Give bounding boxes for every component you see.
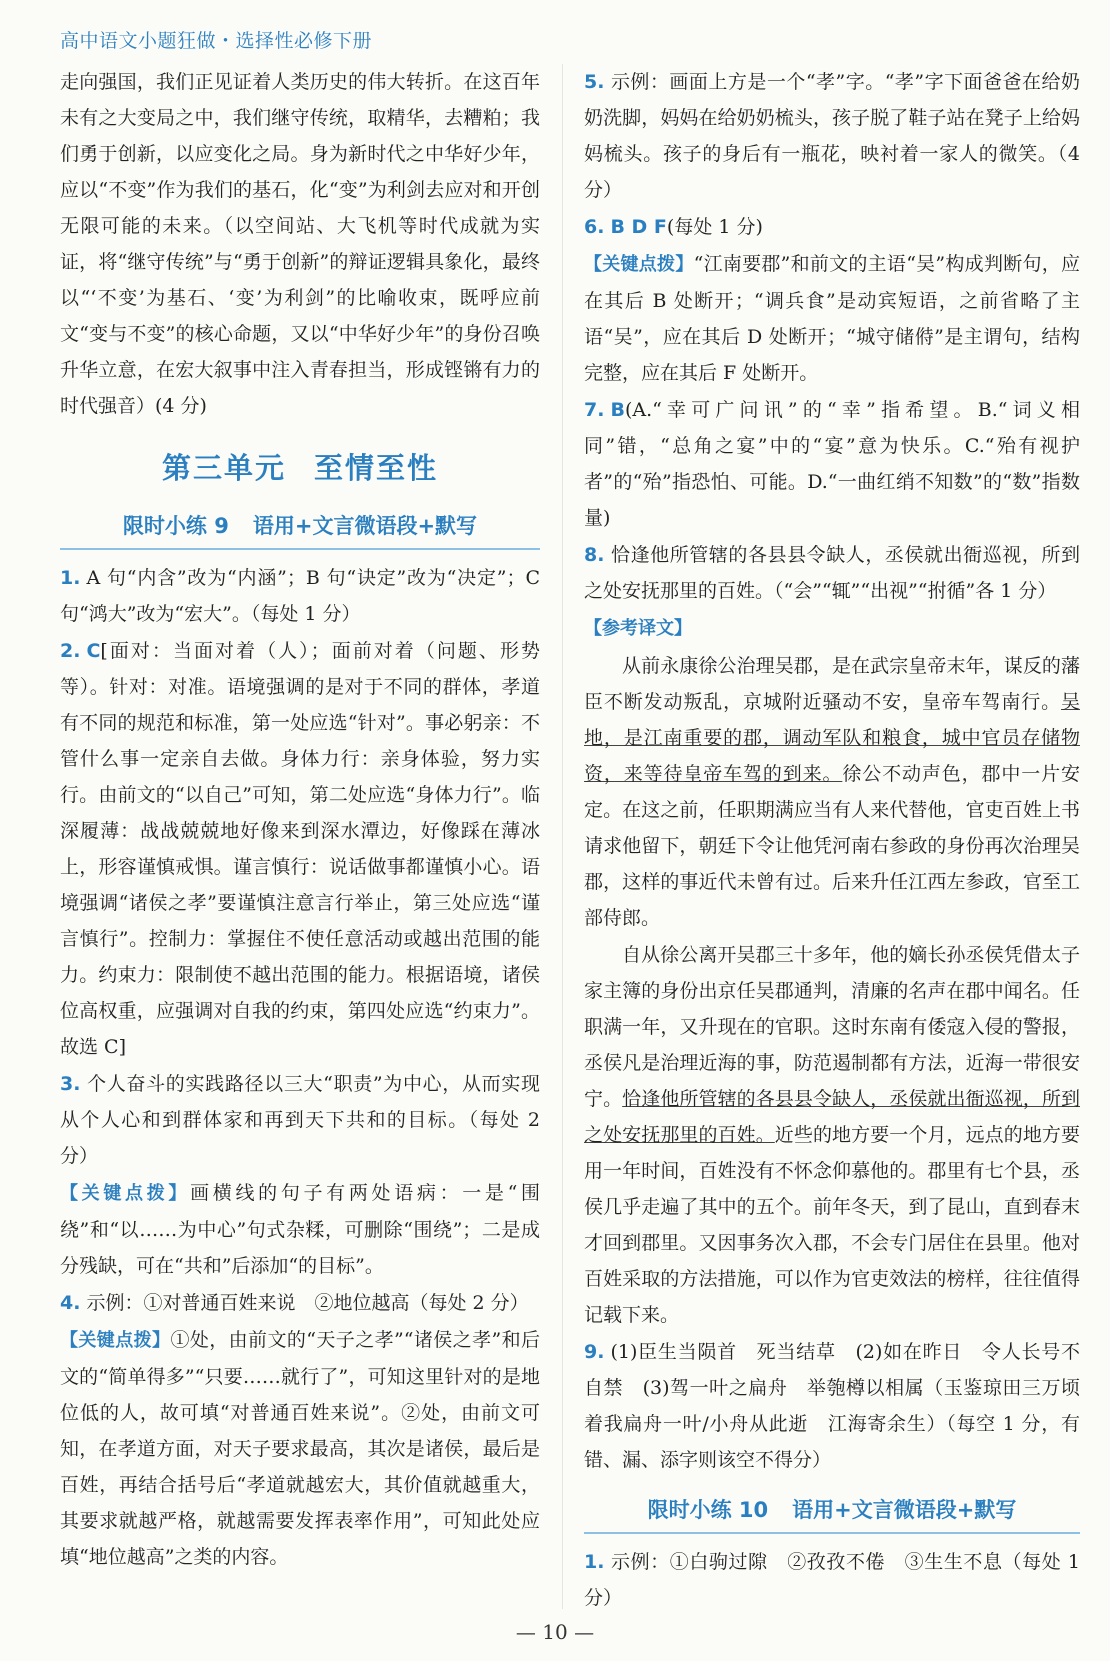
unit-title — [60, 450, 540, 486]
column-divider — [562, 64, 563, 1609]
section-title-10 — [584, 1492, 1080, 1534]
answer-5-text: 示例：画面上方是一个“孝”字。“孝”字下面爸爸在给奶奶洗脚，妈妈在给奶奶梳头，孩子脱了鞋子站在凳子上给妈妈梳头。孩子的身后有一瓶花，映衬着一家人的微笑。（4 分） — [584, 71, 1080, 201]
answer-9-text: (1)臣生当陨首 死当结草 (2)如在昨日 令人长号不自禁 (3)驾一叶之扁舟 举匏樽以相属（玉鉴琼田三万顷 着我扁舟一叶/小舟从此逝 江海寄余生）（每空 1 分，有错、漏、添字则该空不得分） — [584, 1341, 1100, 1471]
right-column — [584, 64, 1100, 1617]
answer-4-tip — [60, 1322, 540, 1575]
answer-3-tip-text: 画横线的句子有两处语病：一是“围绕”和“以……为中心”句式杂糅，可删除“围绕”；二是成分残缺，可在“共和”后添加“的目标”。 — [60, 1182, 541, 1277]
answer-1-text: A 句“内含”改为“内涵”；B 句“诀定”改为“决定”；C 句“鸿大”改为“宏大”。（每处 1 分） — [60, 567, 540, 625]
running-head: 高中语文小题狂做・选择性必修下册 — [60, 30, 373, 52]
translation-paragraph-1 — [584, 648, 1080, 936]
translation-1-start: 从前永康徐公治理吴郡，是在武宗皇帝末年，谋反的藩臣不断发动叛乱，京城附近骚动不安，皇帝车驾南行。 — [584, 655, 1080, 713]
answer-4-tip-text: ①处，由前文的“天子之孝”“诸侯之孝”和后文的“简单得多”“只要……就行了”，可知这里针对的是地位低的人，故可填“对普通百姓来说”。②处，由前文可知，在孝道方面，对天子要求最高，其次是诸侯，最后是百姓，再结合括号后“孝道就越宏大，其价值就越重大，其要求就越严格，就越需要发挥表率作用”，可知此处应填“地位越高”之类的内容。 — [60, 1329, 540, 1568]
answer-4-text: 示例：①对普通百姓来说 ②地位越高（每处 2 分） — [86, 1292, 529, 1314]
answer-4 — [60, 1285, 540, 1321]
answer-10-1 — [584, 1544, 1080, 1616]
answer-2-number: 2. — [60, 640, 81, 662]
answer-1-number: 1. — [60, 567, 81, 589]
translation-1-end: 徐公不动声色，郡中一片安定。在这之前，任职期满应当有人来代替他，官吏百姓上书请求他留下，朝廷下令让他凭河南右参政的身份再次治理吴郡，这样的事近代未曾有过。后来升任江西左参政，官至工部侍郎。 — [584, 763, 1080, 929]
answer-8-text: 恰逢他所管辖的各县县令缺人，丞侯就出衙巡视，所到之处安抚那里的百姓。（“会”“辄”“出视”“拊循”各 1 分） — [584, 544, 1080, 602]
answer-3-tip — [60, 1175, 540, 1284]
answer-9 — [584, 1334, 1100, 1478]
key-tip-label: 【关键点拨】 — [60, 1330, 171, 1351]
answer-7 — [584, 392, 1080, 536]
section-title-10-topic: 语用+文言微语段+默写 — [792, 1498, 1017, 1522]
answer-10-1-text: 示例：①白驹过隙 ②孜孜不倦 ③生生不息（每处 1 分） — [584, 1551, 1080, 1609]
answer-3-number: 3. — [60, 1073, 81, 1095]
answer-3-text: 个人奋斗的实践路径以三大“职责”为中心，从而实现从个人心和到群体家和再到天下共和的目标。（每处 2 分） — [60, 1073, 540, 1167]
answer-2 — [60, 633, 540, 1065]
answer-3 — [60, 1066, 540, 1174]
translation-paragraph-2 — [584, 937, 1080, 1333]
section-title-9 — [60, 508, 540, 550]
unit-title-number: 第三单元 — [161, 451, 286, 485]
translation-2-end: 近些的地方要一个月，远点的地方要用一年时间，百姓没有不怀念仰慕他的。郡里有七个县，丞侯几乎走遍了其中的五个。前年冬天，到了昆山，直到春末才回到郡里。又因事务次入郡，不会专门居住在县里。他对百姓采取的方法措施，可以作为官吏效法的榜样，往往值得记载下来。 — [584, 1124, 1080, 1326]
answer-5 — [584, 64, 1080, 208]
answer-8 — [584, 537, 1080, 609]
answer-9-number: 9. — [584, 1341, 605, 1363]
answer-2-text: [面对：当面对着（人）；面前对着（问题、形势等）。针对：对准。语境强调的是对于不同的群体，孝道有不同的规范和标准，第一处应选“针对”。事必躬亲：不管什么事一定亲自去做。身体力行：亲身体验，努力实行。由前文的“以自己”可知，第二处应选“身体力行”。临深履薄：战战兢兢地好像来到深水潭边，好像踩在薄冰上，形容谨慎戒惧。谨言慎行：说话做事都谨慎小心。语境强调“诸侯之孝”要谨慎注意言行举止，第三处应选“谨言慎行”。控制力：掌握住不使任意活动或越出范围的能力。约束力：限制使不越出范围的能力。根据语境，诸侯位高权重，应强调对自我的约束，第四处应选“约束力”。故选 C] — [60, 640, 540, 1058]
answer-6-choice: B D F — [610, 216, 667, 238]
reference-translation-label: 【参考译文】 — [584, 618, 692, 639]
page-number: — 10 — — [515, 1620, 595, 1644]
answer-10-1-number: 1. — [584, 1551, 605, 1573]
answer-6-number: 6. — [584, 216, 605, 238]
answer-7-number: 7. — [584, 399, 605, 421]
answer-6-tip-text: “江南要郡”和前文的主语“吴”构成判断句，应在其后 B 处断开；“调兵食”是动宾短语，之前省略了主语“吴”，应在其后 D 处断开；“城守储偫”是主谓句，结构完整，应在其后 F 处断开。 — [584, 253, 1081, 384]
translation-1-underlined: 吴地，是江南重要的郡，调动军队和粮食，城中官员存储物资，来等待皇帝车驾的到来。 — [584, 691, 1080, 785]
translation-label-line — [584, 610, 1080, 647]
answer-2-choice: C — [86, 640, 101, 662]
key-tip-label: 【关键点拨】 — [584, 254, 694, 275]
translation-2-underlined: 恰逢他所管辖的各县县令缺人，丞侯就出衙巡视，所到之处安抚那里的百姓。 — [584, 1088, 1080, 1146]
translation-2-start: 自从徐公离开吴郡三十多年，他的嫡长孙丞侯凭借太子家主簿的身份出京任吴郡通判，清廉的名声在郡中闻名。任职满一年，又升现在的官职。这时东南有倭寇入侵的警报，丞侯凡是治理近海的事，防范遏制都有方法，近海一带很安宁。 — [584, 944, 1080, 1110]
left-column — [60, 64, 540, 1576]
answer-6-text: (每处 1 分) — [666, 216, 763, 238]
answer-5-number: 5. — [584, 71, 605, 93]
answer-8-number: 8. — [584, 544, 605, 566]
answer-6 — [584, 209, 1080, 245]
section-title-9-label: 限时小练 9 — [122, 514, 229, 538]
key-tip-label: 【关键点拨】 — [60, 1183, 191, 1204]
answer-7-choice: B — [610, 399, 625, 421]
answer-4-number: 4. — [60, 1292, 81, 1314]
answer-6-tip — [584, 246, 1080, 391]
answer-1 — [60, 560, 540, 632]
section-title-9-topic: 语用+文言微语段+默写 — [252, 514, 478, 538]
answer-7-text: (A.“幸可广问讯”的“幸”指希望。B.“词义相同”错，“总角之宴”中的“宴”意为快乐。C.“殆有视护者”的“殆”指恐怕、可能。D.“一曲红绡不知数”的“数”指数量) — [584, 399, 1080, 529]
intro-paragraph: 走向强国，我们正见证着人类历史的伟大转折。在这百年未有之大变局之中，我们继守传统，取精华，去糟粕；我们勇于创新，以应变化之局。身为新时代之中华好少年，应以“不变”作为我们的基石，化“变”为利剑去应对和开创无限可能的未来。（以空间站、大飞机等时代成就为实证，将“继守传统”与“勇于创新”的辩证逻辑具象化，最终以“‘不变’为基石、‘变’为利剑”的比喻收束，既呼应前文“变与不变”的核心命题，又以“中华好少年”的身份召唤升华立意，在宏大叙事中注入青春担当，形成铿锵有力的时代强音）(4 分) — [60, 71, 540, 417]
section-title-10-label: 限时小练 10 — [647, 1498, 769, 1522]
unit-title-name: 至情至性 — [314, 451, 439, 485]
